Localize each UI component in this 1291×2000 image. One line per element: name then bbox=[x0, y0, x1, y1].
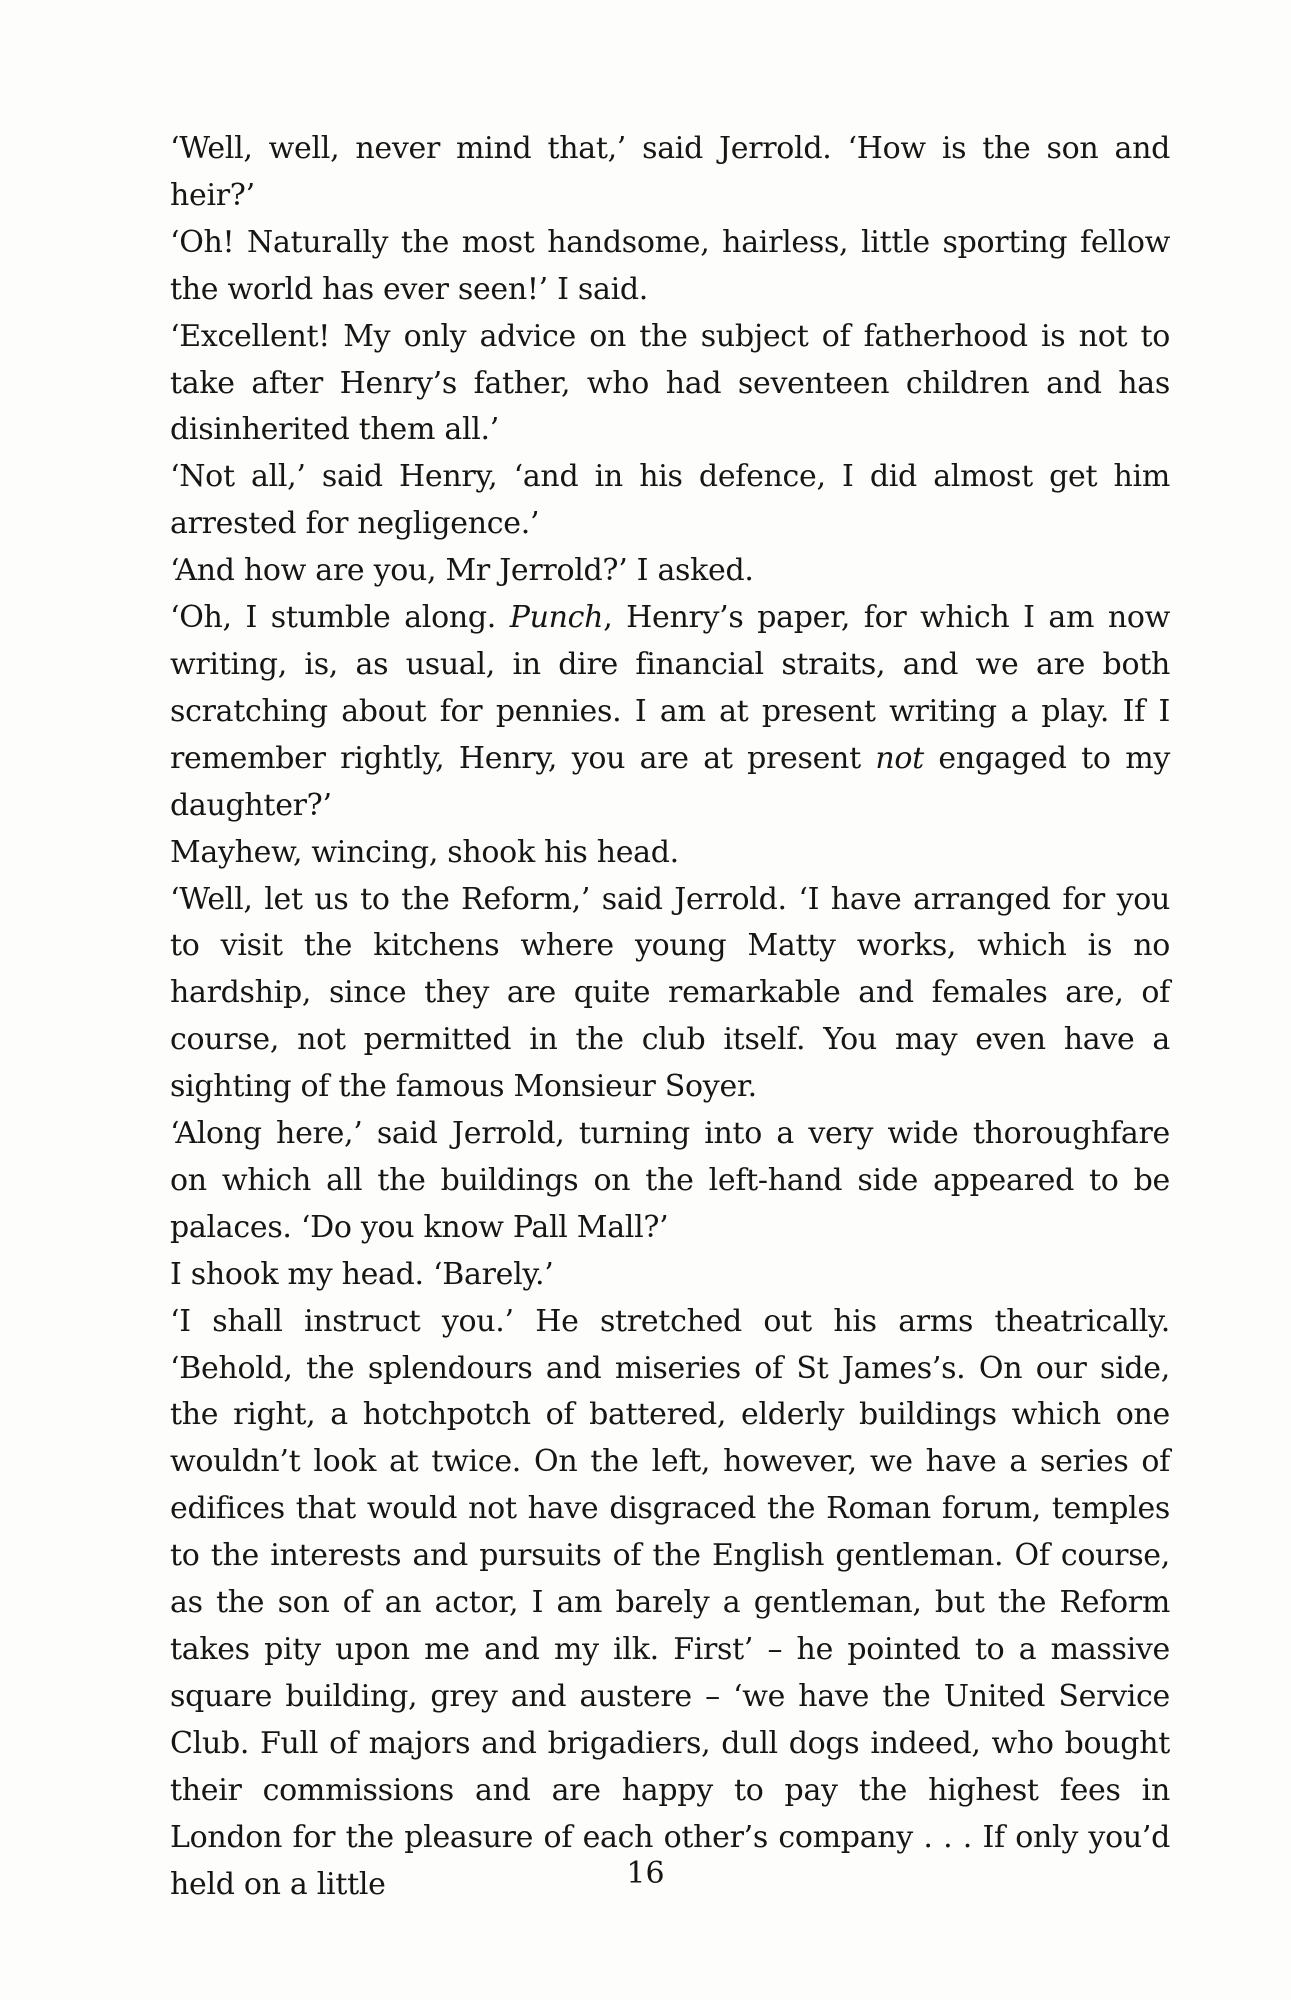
text-run: ‘I shall instruct you.’ He stretched out his arms theatrically. ‘Behold, the splendours and miseries of St James’s. On our side, the right, a hotchpotch of battered, elderly buildings which one wouldn’t look at twice. On the left, however, we have a series of edifices that would not have disgraced the Roman forum, temples to the interests and pursuits of the English gentleman. Of course, as the son of an actor, I am barely a gentleman, but the Reform takes pity upon me and my ilk. First’ – he pointed to a massive square building, grey and austere – ‘we have the United Service Club. Full of majors and brigadiers, dull dogs indeed, who bought their commissions and are happy to pay the highest fees in London for the pleasure of each other’s company . . . If only you’d held on a little bbox=[170, 1303, 1170, 1902]
text-run: ‘Not all,’ said Henry, ‘and in his defence, I did almost get him arrested for negligence.’ bbox=[170, 459, 1170, 542]
paragraph bbox=[170, 877, 1170, 1112]
text-run: Mayhew, wincing, shook his head. bbox=[170, 834, 679, 870]
text-run: , Henry’s paper, for which I am now writing, is, as usual, in dire financial straits, and we are both scratching about for pennies. I am at present writing a play. If I remember rightly, Henry, you are at present bbox=[170, 600, 1170, 776]
text-run: ‘Oh! Naturally the most handsome, hairless, little sporting fellow the world has ever seen!’ I said. bbox=[170, 224, 1170, 307]
paragraph bbox=[170, 830, 1170, 877]
text-run: ‘Well, well, never mind that,’ said Jerrold. ‘How is the son and heir?’ bbox=[170, 131, 1170, 213]
paragraph bbox=[170, 548, 1170, 595]
text-run: ‘Along here,’ said Jerrold, turning into a very wide thoroughfare on which all the buildings on the left-hand side appeared to be palaces. ‘Do you know Pall Mall?’ bbox=[170, 1116, 1170, 1245]
paragraph bbox=[170, 314, 1170, 455]
paragraph bbox=[170, 1299, 1170, 1909]
text-run: ‘Oh, I stumble along. bbox=[170, 600, 510, 636]
paragraph bbox=[170, 1252, 1170, 1299]
paragraph bbox=[170, 220, 1170, 314]
text-run: ‘Well, let us to the Reform,’ said Jerrold. ‘I have arranged for you to visit the kitchens where young Matty works, which is no hardship, since they are quite remarkable and females are, of course, not permitted in the club itself. You may even have a sighting of the famous Monsieur Soyer. bbox=[170, 881, 1170, 1105]
paragraph bbox=[170, 595, 1170, 830]
text-run: ‘And how are you, Mr Jerrold?’ I asked. bbox=[170, 553, 754, 589]
text-run: engaged to my daughter?’ bbox=[170, 740, 1170, 823]
text-run: I shook my head. ‘Barely.’ bbox=[170, 1256, 554, 1292]
italic-text: not bbox=[875, 740, 924, 776]
body-text bbox=[170, 126, 1170, 1908]
paragraph bbox=[170, 454, 1170, 548]
paragraph bbox=[170, 1111, 1170, 1252]
text-run: ‘Excellent! My only advice on the subject of fatherhood is not to take after Henry’s father, who had seventeen children and has disinherited them all.’ bbox=[170, 318, 1170, 448]
page-number: 16 bbox=[626, 1856, 665, 1891]
paragraph bbox=[170, 126, 1170, 220]
italic-text: Punch bbox=[509, 600, 604, 636]
